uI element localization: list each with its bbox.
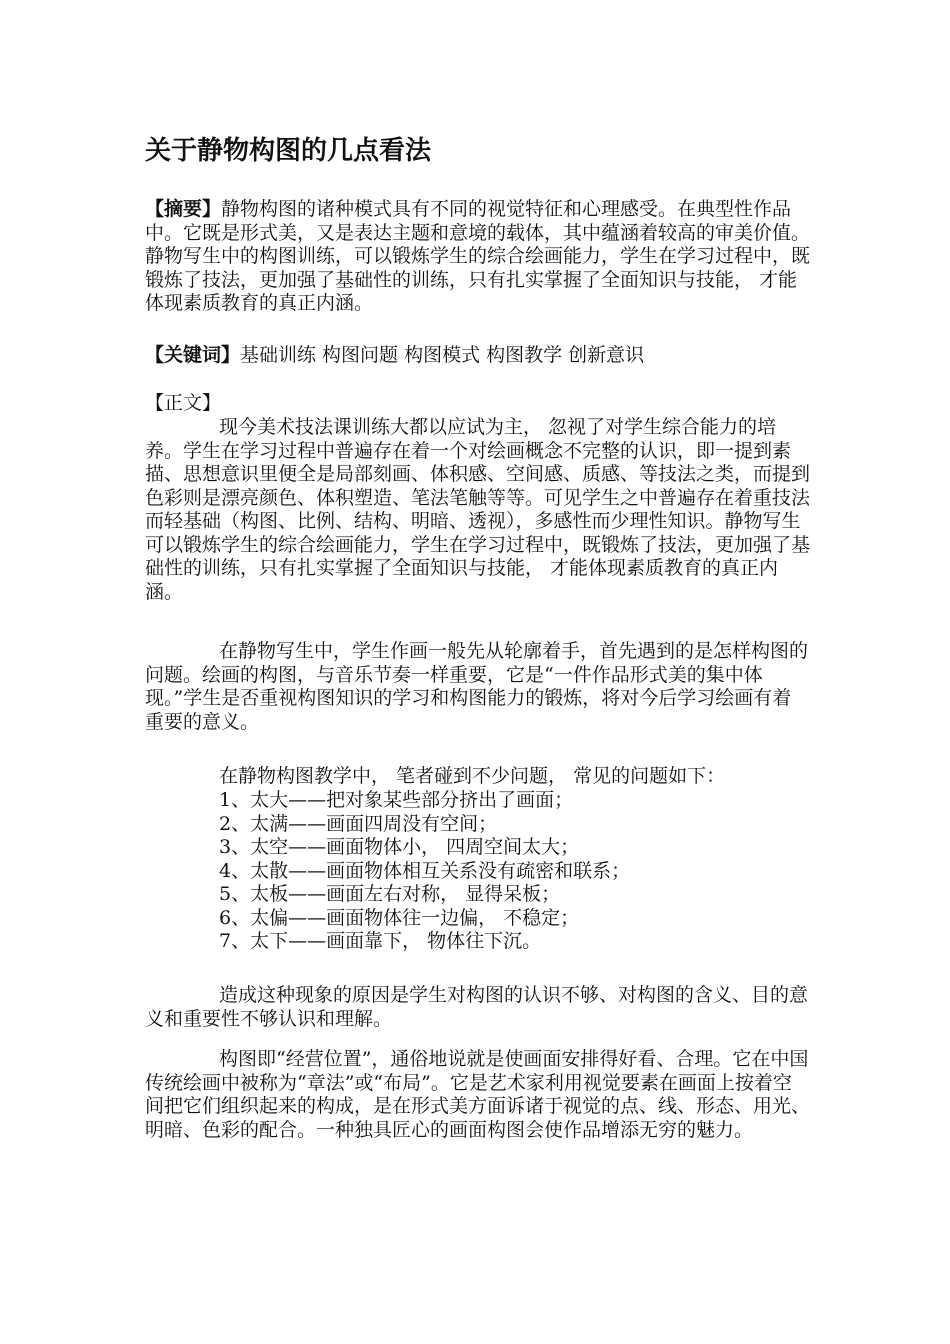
list-item: 3、太空——画面物体小， 四周空间太大； — [219, 836, 580, 858]
list-item: 4、太散——画面物体相互关系没有疏密和联系； — [219, 859, 631, 882]
list-item: 5、太板——画面左右对称， 显得呆板； — [219, 883, 561, 905]
body-paragraph: 在静物写生中，学生作画一般先从轮廓着手，首先遇到的是怎样构图的问题。绘画的构图，与音乐节奏一样重要，它是“一件作品形式美的集中体现。”学生是否重视构图知识的学习和构图能力的锻炼，将对今后学习绘画有着重要的意义。 — [145, 640, 809, 733]
body-paragraph: 构图即“经营位置”，通俗地说就是使画面安排得好看、合理。它在中国传统绘画中被称为“章法”或“布局”。它是艺术家利用视觉要素在画面上按着空间把它们组织起来的构成，是在形式美方面诉诸于视觉的点、线、形态、用光、明暗、色彩的配合。一种独具匠心的画面构图会使作品增添无穷的魅力。 — [145, 1048, 811, 1141]
body-paragraph: 现今美术技法课训练大都以应试为主， 忽视了对学生综合能力的培养。学生在学习过程中普遍存在着一个对绘画概念不完整的认识，即一提到素描、思想意识里便全是局部刻画、体积感、空间感、质感、等技法之类，而提到色彩则是漂亮颜色、体积塑造、笔法笔触等等。可见学生之中普遍存在着重技法而轻基础（构图、比例、结构、明暗、透视），多感性而少理性知识。静物写生可以锻炼学生的综合绘画能力，学生在学习过程中，既锻炼了技法，更加强了基础性的训练，只有扎实掌握了全面知识与技能， 才能体现素质教育的真正内涵。 — [145, 416, 811, 603]
abstract-text: 静物构图的诸种模式具有不同的视觉特征和心理感受。在典型性作品中。它既是形式美，又是表达主题和意境的载体，其中蕴涵着较高的审美价值。静物写生中的构图训练，可以锻炼学生的综合绘画能力，学生在学习过程中，既锻炼了技法，更加强了基础性的训练，只有扎实掌握了全面知识与技能， 才能体现素质教育的真正内涵。 — [145, 198, 811, 314]
list-item: 1、太大——把对象某些部分挤出了画面； — [219, 789, 574, 811]
body-paragraph: 造成这种现象的原因是学生对构图的认识不够、对构图的含义、目的意义和重要性不够认识和理解。 — [145, 984, 809, 1030]
list-item: 7、太下——画面靠下， 物体往下沉。 — [219, 930, 542, 952]
body-label: 【正文】 — [145, 392, 222, 414]
keywords-label: 【关键词】 — [145, 344, 241, 366]
list-intro: 在静物构图教学中， 笔者碰到不少问题， 常见的问题如下： — [219, 765, 726, 787]
keywords-line — [145, 344, 810, 368]
problem-list — [219, 789, 630, 954]
abstract-paragraph — [145, 198, 810, 316]
keywords-text: 基础训练 构图问题 构图模式 构图教学 创新意识 — [240, 344, 645, 366]
abstract-label: 【摘要】 — [145, 198, 222, 220]
document-title: 关于静物构图的几点看法 — [145, 136, 432, 166]
list-item: 6、太偏——画面物体往一边偏， 不稳定； — [219, 906, 580, 929]
list-item: 2、太满——画面四周没有空间； — [219, 812, 498, 835]
